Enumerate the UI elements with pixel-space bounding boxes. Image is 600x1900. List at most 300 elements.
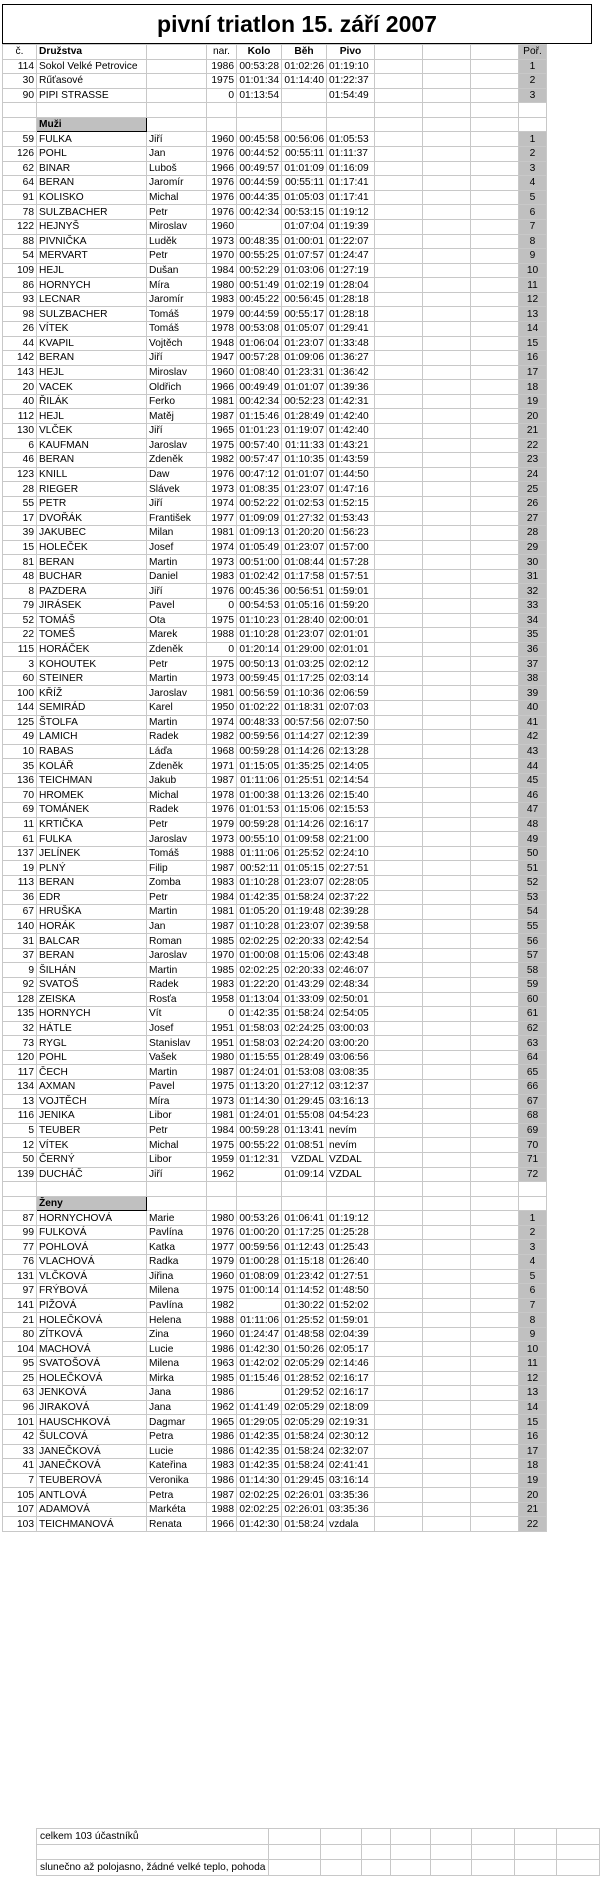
- cell-surname: TEUBEROVÁ: [37, 1473, 147, 1488]
- cell-surname: ZÍTKOVÁ: [37, 1327, 147, 1342]
- footer-cell: [471, 1860, 514, 1876]
- table-row: [3, 234, 547, 249]
- cell-empty: [423, 919, 471, 934]
- cell-empty: [423, 1357, 471, 1372]
- cell-rank: 13: [519, 1386, 547, 1401]
- cell-empty: [327, 103, 375, 118]
- cell-rank: 72: [519, 1167, 547, 1182]
- cell-kolo: 01:42:35: [237, 1007, 282, 1022]
- cell-pivo: 01:19:10: [327, 59, 375, 74]
- cell-rank: 57: [519, 948, 547, 963]
- cell-empty: [471, 846, 519, 861]
- cell-bib: 8: [3, 584, 37, 599]
- cell-kolo: 01:14:30: [237, 1094, 282, 1109]
- cell-empty: [423, 1254, 471, 1269]
- cell-bib: 11: [3, 817, 37, 832]
- cell-surname: PETR: [37, 496, 147, 511]
- cell-bib: 12: [3, 1138, 37, 1153]
- cell-empty: [423, 832, 471, 847]
- cell-surname: RIEGER: [37, 482, 147, 497]
- cell-empty: [375, 394, 423, 409]
- cell-rank: 58: [519, 963, 547, 978]
- cell-pivo: 01:25:43: [327, 1240, 375, 1255]
- table-row: [3, 1050, 547, 1065]
- cell-surname: JENIKA: [37, 1109, 147, 1124]
- cell-empty: [471, 1284, 519, 1299]
- cell-pivo: 01:42:31: [327, 394, 375, 409]
- cell-pivo: 01:28:18: [327, 292, 375, 307]
- cell-year: 1987: [207, 861, 237, 876]
- cell-empty: [471, 1517, 519, 1532]
- cell-pivo: 01:48:50: [327, 1284, 375, 1299]
- table-row: [3, 759, 547, 774]
- cell-empty: [375, 1254, 423, 1269]
- table-row: [3, 948, 547, 963]
- footer-table: [36, 1828, 600, 1876]
- cell-empty: [423, 234, 471, 249]
- cell-pivo: 02:15:53: [327, 803, 375, 818]
- cell-beh: 01:15:06: [282, 803, 327, 818]
- cell-kolo: 00:53:28: [237, 59, 282, 74]
- cell-empty: [471, 365, 519, 380]
- table-row: [3, 1065, 547, 1080]
- cell-empty: [423, 117, 471, 132]
- cell-empty: [423, 1313, 471, 1328]
- cell-surname: SULZBACHER: [37, 205, 147, 220]
- cell-empty: [423, 409, 471, 424]
- footer-cell: [390, 1844, 430, 1860]
- cell-surname: HOLEČKOVÁ: [37, 1313, 147, 1328]
- table-row: [3, 1284, 547, 1299]
- cell-bib: 62: [3, 161, 37, 176]
- cell-empty: [375, 1502, 423, 1517]
- cell-firstname: Martin: [147, 1065, 207, 1080]
- cell-empty: [375, 249, 423, 264]
- cell-surname: BERAN: [37, 555, 147, 570]
- cell-firstname: Jakub: [147, 773, 207, 788]
- cell-pivo: 01:16:09: [327, 161, 375, 176]
- cell-empty: [423, 496, 471, 511]
- cell-bib: 80: [3, 1327, 37, 1342]
- cell-bib: 42: [3, 1429, 37, 1444]
- cell-pivo: 01:43:21: [327, 438, 375, 453]
- cell-bib: 73: [3, 1036, 37, 1051]
- cell-empty: [471, 424, 519, 439]
- cell-bib: 100: [3, 686, 37, 701]
- cell-empty: [327, 117, 375, 132]
- cell-year: 1983: [207, 978, 237, 993]
- cell-empty: [471, 832, 519, 847]
- cell-empty: [375, 1342, 423, 1357]
- cell-kolo: 01:42:35: [237, 890, 282, 905]
- cell-bib: 26: [3, 321, 37, 336]
- table-row: [3, 380, 547, 395]
- cell-rank: 59: [519, 978, 547, 993]
- cell-kolo: 02:02:25: [237, 934, 282, 949]
- cell-beh: 01:13:26: [282, 788, 327, 803]
- cell-beh: 01:19:07: [282, 424, 327, 439]
- cell-pivo: 02:28:05: [327, 875, 375, 890]
- table-row: [3, 1473, 547, 1488]
- cell-pivo: 01:28:04: [327, 278, 375, 293]
- cell-empty: [471, 1488, 519, 1503]
- cell-kolo: 01:11:06: [237, 846, 282, 861]
- cell-empty: [471, 1357, 519, 1372]
- cell-firstname: Mirka: [147, 1371, 207, 1386]
- cell-surname: LECNAR: [37, 292, 147, 307]
- cell-surname: BERAN: [37, 875, 147, 890]
- cell-surname: BINAR: [37, 161, 147, 176]
- cell-surname: ANTLOVÁ: [37, 1488, 147, 1503]
- cell-rank: 64: [519, 1050, 547, 1065]
- cell-rank: 5: [519, 190, 547, 205]
- cell-empty: [519, 103, 547, 118]
- cell-pivo: 01:57:28: [327, 555, 375, 570]
- cell-year: 1962: [207, 1400, 237, 1415]
- cell-empty: [471, 1065, 519, 1080]
- cell-kolo: 01:42:35: [237, 1429, 282, 1444]
- cell-firstname: Pavlína: [147, 1225, 207, 1240]
- cell-bib: 115: [3, 642, 37, 657]
- cell-kolo: 00:49:57: [237, 161, 282, 176]
- cell-empty: [375, 132, 423, 147]
- cell-year: 1987: [207, 919, 237, 934]
- cell-surname: MERVART: [37, 249, 147, 264]
- table-row: [3, 1357, 547, 1372]
- cell-firstname: Martin: [147, 715, 207, 730]
- cell-beh: 00:55:17: [282, 307, 327, 322]
- cell-firstname: Petr: [147, 890, 207, 905]
- cell-empty: [471, 598, 519, 613]
- cell-bib: 37: [3, 948, 37, 963]
- cell-rank: 12: [519, 1371, 547, 1386]
- cell-rank: 10: [519, 263, 547, 278]
- cell-rank: 47: [519, 803, 547, 818]
- cell-empty: [423, 628, 471, 643]
- cell-empty: [471, 1123, 519, 1138]
- cell-beh: 02:24:20: [282, 1036, 327, 1051]
- cell-empty: [375, 540, 423, 555]
- cell-kolo: 01:15:46: [237, 1371, 282, 1386]
- cell-empty: [375, 307, 423, 322]
- cell-empty: [423, 1444, 471, 1459]
- cell-empty: [471, 219, 519, 234]
- cell-rank: 6: [519, 1284, 547, 1299]
- cell-kolo: 01:15:46: [237, 409, 282, 424]
- cell-rank: 37: [519, 657, 547, 672]
- cell-empty: [471, 307, 519, 322]
- cell-firstname: Dušan: [147, 263, 207, 278]
- cell-empty: [375, 803, 423, 818]
- cell-beh: 01:58:24: [282, 1429, 327, 1444]
- cell-empty: [327, 1182, 375, 1197]
- cell-rank: 20: [519, 409, 547, 424]
- cell-empty: [375, 628, 423, 643]
- table-row: [3, 394, 547, 409]
- footer-cell: [321, 1860, 362, 1876]
- cell-year: 1971: [207, 759, 237, 774]
- cell-firstname: Miroslav: [147, 365, 207, 380]
- cell-empty: [423, 263, 471, 278]
- cell-year: 1960: [207, 132, 237, 147]
- cell-bib: 131: [3, 1269, 37, 1284]
- cell-bib: 39: [3, 526, 37, 541]
- cell-empty: [423, 715, 471, 730]
- cell-empty: [375, 584, 423, 599]
- cell-year: 1976: [207, 1225, 237, 1240]
- cell-pivo: 01:57:51: [327, 569, 375, 584]
- cell-empty: [471, 59, 519, 74]
- cell-rank: 52: [519, 875, 547, 890]
- cell-empty: [471, 773, 519, 788]
- cell-empty: [375, 1138, 423, 1153]
- cell-beh: 01:07:04: [282, 219, 327, 234]
- cell-empty: [471, 1080, 519, 1095]
- cell-kolo: 00:59:56: [237, 1240, 282, 1255]
- table-row: [3, 482, 547, 497]
- table-row: [3, 832, 547, 847]
- cell-bib: 96: [3, 1400, 37, 1415]
- footer-cell: [431, 1829, 471, 1845]
- cell-rank: 13: [519, 307, 547, 322]
- cell-empty: [423, 569, 471, 584]
- cell-kolo: 02:02:25: [237, 1488, 282, 1503]
- cell-empty: [471, 759, 519, 774]
- cell-empty: [327, 1196, 375, 1211]
- cell-year: 1986: [207, 1444, 237, 1459]
- cell-pivo: 01:42:40: [327, 409, 375, 424]
- cell-pivo: 01:25:28: [327, 1225, 375, 1240]
- cell-empty: [282, 1196, 327, 1211]
- cell-year: 1974: [207, 540, 237, 555]
- cell-surname: TEICHMAN: [37, 773, 147, 788]
- cell-rank: 45: [519, 773, 547, 788]
- table-row: [3, 205, 547, 220]
- cell-year: 1985: [207, 963, 237, 978]
- cell-kolo: 01:00:08: [237, 948, 282, 963]
- cell-kolo: 01:01:53: [237, 803, 282, 818]
- cell-kolo: 00:48:33: [237, 715, 282, 730]
- cell-kolo: 00:52:22: [237, 496, 282, 511]
- cell-bib: 35: [3, 759, 37, 774]
- cell-surname: HAUSCHKOVÁ: [37, 1415, 147, 1430]
- cell-beh: 01:29:00: [282, 642, 327, 657]
- cell-beh: 01:35:25: [282, 759, 327, 774]
- table-row: [3, 132, 547, 147]
- cell-surname: POHL: [37, 1050, 147, 1065]
- cell-empty: [471, 1240, 519, 1255]
- cell-bib: 60: [3, 671, 37, 686]
- cell-surname: HOLEČKOVÁ: [37, 1371, 147, 1386]
- cell-beh: 01:53:08: [282, 1065, 327, 1080]
- cell-year: 1988: [207, 1502, 237, 1517]
- cell-surname: FULKOVÁ: [37, 1225, 147, 1240]
- cell-surname: TOMEŠ: [37, 628, 147, 643]
- cell-surname: VACEK: [37, 380, 147, 395]
- cell-beh: 01:33:09: [282, 992, 327, 1007]
- cell-rank: 14: [519, 321, 547, 336]
- cell-firstname: Kateřina: [147, 1459, 207, 1474]
- cell-surname: SVATOŠOVÁ: [37, 1357, 147, 1372]
- table-row: [3, 1080, 547, 1095]
- cell-pivo: 01:42:40: [327, 424, 375, 439]
- cell-empty: [471, 540, 519, 555]
- cell-surname: HROMEK: [37, 788, 147, 803]
- cell-year: 1987: [207, 1065, 237, 1080]
- cell-firstname: Petr: [147, 657, 207, 672]
- cell-surname: Sokol Velké Petrovice: [37, 59, 147, 74]
- cell-year: 1986: [207, 1386, 237, 1401]
- table-row: [3, 671, 547, 686]
- cell-year: 1960: [207, 1269, 237, 1284]
- cell-beh: 01:03:25: [282, 657, 327, 672]
- cell-surname: VLACHOVÁ: [37, 1254, 147, 1269]
- table-row: [3, 351, 547, 366]
- cell-bib: 78: [3, 205, 37, 220]
- cell-kolo: 01:00:20: [237, 1225, 282, 1240]
- cell-empty: [375, 526, 423, 541]
- cell-bib: 93: [3, 292, 37, 307]
- cell-empty: [375, 147, 423, 162]
- cell-pivo: 01:44:50: [327, 467, 375, 482]
- cell-firstname: Zdeněk: [147, 759, 207, 774]
- table-row: [3, 1298, 547, 1313]
- cell-year: 1966: [207, 380, 237, 395]
- cell-empty: [375, 1050, 423, 1065]
- table-row: [3, 190, 547, 205]
- cell-kolo: 00:57:28: [237, 351, 282, 366]
- cell-empty: [423, 875, 471, 890]
- cell-firstname: Dagmar: [147, 1415, 207, 1430]
- cell-year: 1951: [207, 1036, 237, 1051]
- cell-year: 1986: [207, 1473, 237, 1488]
- table-row: [3, 1167, 547, 1182]
- header-empty: [375, 45, 423, 60]
- cell-pivo: 03:08:35: [327, 1065, 375, 1080]
- cell-bib: 31: [3, 934, 37, 949]
- cell-firstname: Jaromír: [147, 292, 207, 307]
- table-row: [3, 1007, 547, 1022]
- cell-rank: 20: [519, 1488, 547, 1503]
- cell-firstname: Jaroslav: [147, 832, 207, 847]
- cell-rank: 61: [519, 1007, 547, 1022]
- cell-firstname: Luděk: [147, 234, 207, 249]
- cell-rank: 50: [519, 846, 547, 861]
- cell-surname: PAZDERA: [37, 584, 147, 599]
- section-label: Ženy: [37, 1196, 147, 1211]
- cell-beh: 02:26:01: [282, 1502, 327, 1517]
- cell-empty: [375, 1269, 423, 1284]
- cell-bib: 49: [3, 730, 37, 745]
- cell-firstname: [147, 74, 207, 89]
- cell-bib: 59: [3, 132, 37, 147]
- cell-empty: [471, 380, 519, 395]
- cell-surname: KNILL: [37, 467, 147, 482]
- footer-cell: [37, 1844, 269, 1860]
- cell-empty: [423, 351, 471, 366]
- cell-year: 1984: [207, 1123, 237, 1138]
- cell-empty: [423, 598, 471, 613]
- cell-empty: [375, 1444, 423, 1459]
- cell-bib: 70: [3, 788, 37, 803]
- cell-bib: 64: [3, 176, 37, 191]
- cell-empty: [471, 147, 519, 162]
- cell-year: 1978: [207, 321, 237, 336]
- header-por: Poř.: [519, 45, 547, 60]
- cell-surname: BERAN: [37, 453, 147, 468]
- cell-firstname: Petra: [147, 1429, 207, 1444]
- cell-beh: 00:55:11: [282, 176, 327, 191]
- cell-empty: [423, 190, 471, 205]
- cell-surname: HORÁČEK: [37, 642, 147, 657]
- cell-firstname: Milena: [147, 1284, 207, 1299]
- cell-empty: [375, 759, 423, 774]
- cell-year: 1988: [207, 1313, 237, 1328]
- cell-pivo: 02:16:17: [327, 817, 375, 832]
- cell-beh: 01:17:25: [282, 671, 327, 686]
- cell-empty: [471, 1036, 519, 1051]
- cell-bib: 140: [3, 919, 37, 934]
- cell-empty: [375, 730, 423, 745]
- cell-empty: [375, 992, 423, 1007]
- table-row: [3, 1021, 547, 1036]
- cell-rank: 22: [519, 438, 547, 453]
- cell-firstname: Pavel: [147, 1080, 207, 1095]
- cell-empty: [375, 555, 423, 570]
- cell-firstname: Martin: [147, 905, 207, 920]
- footer-cell: [321, 1844, 362, 1860]
- table-row: [3, 1225, 547, 1240]
- cell-empty: [237, 1196, 282, 1211]
- cell-empty: [375, 1167, 423, 1182]
- table-row: [3, 919, 547, 934]
- cell-beh: 01:25:51: [282, 773, 327, 788]
- cell-empty: [471, 701, 519, 716]
- cell-surname: KOLÁŘ: [37, 759, 147, 774]
- cell-beh: 01:05:16: [282, 598, 327, 613]
- cell-bib: 139: [3, 1167, 37, 1182]
- cell-empty: [471, 190, 519, 205]
- cell-bib: 99: [3, 1225, 37, 1240]
- cell-empty: [471, 555, 519, 570]
- cell-empty: [375, 205, 423, 220]
- cell-firstname: Michal: [147, 788, 207, 803]
- cell-empty: [471, 394, 519, 409]
- cell-rank: 44: [519, 759, 547, 774]
- cell-empty: [423, 671, 471, 686]
- cell-surname: KOLISKO: [37, 190, 147, 205]
- cell-empty: [471, 1109, 519, 1124]
- cell-year: 1965: [207, 1415, 237, 1430]
- cell-year: 1960: [207, 219, 237, 234]
- cell-firstname: Martin: [147, 671, 207, 686]
- cell-bib: 91: [3, 190, 37, 205]
- cell-empty: [423, 424, 471, 439]
- cell-pivo: 02:27:51: [327, 861, 375, 876]
- cell-empty: [423, 292, 471, 307]
- cell-beh: 00:56:06: [282, 132, 327, 147]
- cell-beh: 00:57:56: [282, 715, 327, 730]
- cell-pivo: 02:14:54: [327, 773, 375, 788]
- cell-rank: 68: [519, 1109, 547, 1124]
- cell-empty: [471, 963, 519, 978]
- cell-bib: 20: [3, 380, 37, 395]
- cell-beh: 01:25:52: [282, 1313, 327, 1328]
- cell-empty: [423, 730, 471, 745]
- cell-empty: [423, 657, 471, 672]
- table-row: [3, 1327, 547, 1342]
- cell-beh: 02:20:33: [282, 963, 327, 978]
